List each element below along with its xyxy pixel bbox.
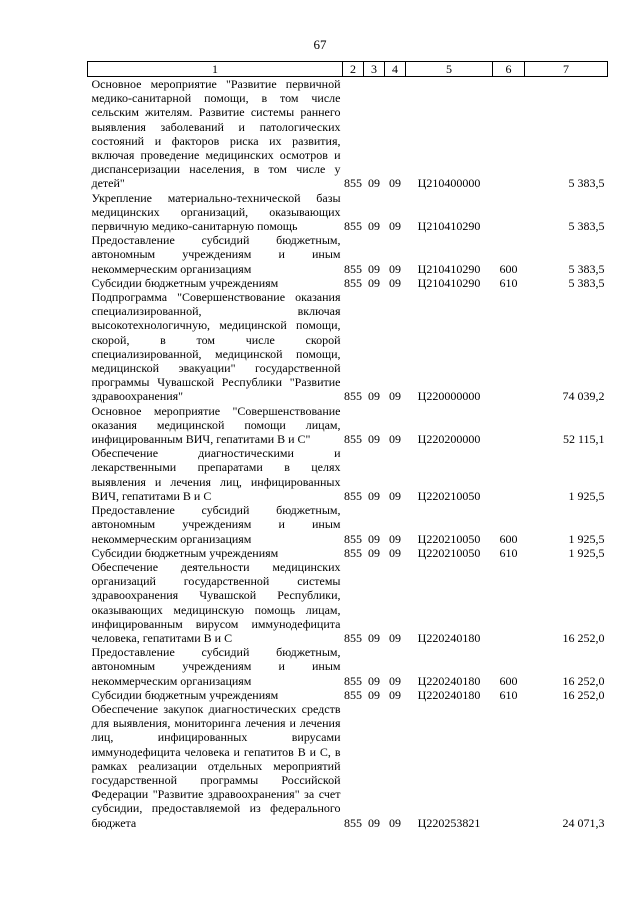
row-name: Обеспечение деятельности медицинских организаций государственной системы здравоохранения Чувашской Республики, оказывающих медицинскую помощь лицам, инфицированным вирусом иммунодефицита человека, гепатитами В и С xyxy=(91,559,341,645)
row-subsection-code: 09 xyxy=(389,545,401,560)
row-name: Обеспечение закупок диагностических средств для выявления, мониторинга лечения и лечения лиц, инфицированных вирусами иммунодефицита человека и гепатитов В и С, в рамках реализации отдельных мероприятий государственной программы Российской Федерации "Развитие здравоохранения" за счет субсидии, предоставляемой из федерального бюджета xyxy=(91,701,341,830)
row-target-article: Ц210410290 xyxy=(417,219,481,234)
table-row xyxy=(88,645,608,688)
row-subsection-code: 09 xyxy=(389,488,401,503)
row-name: Субсидии бюджетным учреждениям xyxy=(91,545,279,560)
row-subsection-code: 09 xyxy=(389,687,401,702)
row-expense-type xyxy=(493,560,525,645)
row-name: Основное мероприятие "Совершенствование оказания медицинской помощи лицам, инфицированным ВИЧ, гепатитами В и С" xyxy=(91,403,341,447)
row-expense-type xyxy=(493,77,525,191)
table-row xyxy=(88,276,608,290)
row-gr-code: 855 xyxy=(344,673,362,688)
row-target-article: Ц210400000 xyxy=(417,176,481,191)
row-section-code: 09 xyxy=(368,687,380,702)
row-expense-type xyxy=(493,290,525,404)
row-expense-type: 600 xyxy=(499,673,518,688)
row-target-article: Ц210410290 xyxy=(417,275,481,290)
row-section-code: 09 xyxy=(368,673,380,688)
row-subsection-code: 09 xyxy=(389,432,401,447)
row-section-code: 09 xyxy=(368,815,380,830)
budget-table xyxy=(87,61,608,830)
column-header: 6 xyxy=(493,62,525,77)
row-name: Обеспечение диагностическими и лекарственными препаратами в целях выявления и лечения лиц, инфицированных ВИЧ, гепатитами В и С xyxy=(91,446,341,503)
row-amount: 5 383,5 xyxy=(568,261,605,276)
row-target-article: Ц220210050 xyxy=(417,545,481,560)
row-gr-code: 855 xyxy=(344,488,362,503)
row-subsection-code: 09 xyxy=(389,219,401,234)
table-row xyxy=(88,446,608,503)
row-section-code: 09 xyxy=(368,531,380,546)
row-gr-code: 855 xyxy=(344,815,362,830)
row-subsection-code: 09 xyxy=(389,176,401,191)
row-section-code: 09 xyxy=(368,630,380,645)
row-amount: 24 071,3 xyxy=(562,815,605,830)
table-row xyxy=(88,688,608,702)
row-amount: 16 252,0 xyxy=(562,630,605,645)
table-row xyxy=(88,702,608,830)
table-row xyxy=(88,290,608,404)
row-gr-code: 855 xyxy=(344,630,362,645)
table-row xyxy=(88,503,608,546)
row-target-article: Ц220200000 xyxy=(417,432,481,447)
row-amount: 5 383,5 xyxy=(568,219,605,234)
table-row xyxy=(88,546,608,560)
table-row xyxy=(88,191,608,234)
row-name: Субсидии бюджетным учреждениям xyxy=(91,275,279,290)
column-header: 1 xyxy=(88,62,343,77)
row-expense-type: 610 xyxy=(499,545,518,560)
row-expense-type: 610 xyxy=(499,275,518,290)
row-target-article: Ц220240180 xyxy=(417,687,481,702)
row-gr-code: 855 xyxy=(344,275,362,290)
row-amount: 1 925,5 xyxy=(568,545,605,560)
row-expense-type xyxy=(493,446,525,503)
row-name: Укрепление материально-технической базы медицинских организаций, оказывающих первичную медико-санитарную помощь xyxy=(91,190,341,234)
row-name: Предоставление субсидий бюджетным, автономным учреждениям и иным некоммерческим организациям xyxy=(91,503,341,546)
row-amount: 5 383,5 xyxy=(568,275,605,290)
row-target-article: Ц220210050 xyxy=(417,531,481,546)
row-section-code: 09 xyxy=(368,275,380,290)
row-gr-code: 855 xyxy=(344,531,362,546)
table-row xyxy=(88,233,608,276)
row-subsection-code: 09 xyxy=(389,630,401,645)
row-expense-type: 610 xyxy=(499,687,518,702)
row-gr-code: 855 xyxy=(344,545,362,560)
row-subsection-code: 09 xyxy=(389,389,401,404)
row-target-article: Ц220000000 xyxy=(417,389,481,404)
row-amount: 52 115,1 xyxy=(562,432,605,447)
column-header: 3 xyxy=(364,62,385,77)
row-section-code: 09 xyxy=(368,389,380,404)
row-subsection-code: 09 xyxy=(389,673,401,688)
row-section-code: 09 xyxy=(368,488,380,503)
row-gr-code: 855 xyxy=(344,432,362,447)
row-name: Субсидии бюджетным учреждениям xyxy=(91,687,279,702)
row-target-article: Ц220253821 xyxy=(417,815,481,830)
row-name: Предоставление субсидий бюджетным, автономным учреждениям и иным некоммерческим организациям xyxy=(91,645,341,688)
row-expense-type xyxy=(493,191,525,234)
row-expense-type: 600 xyxy=(499,261,518,276)
table-body xyxy=(88,77,608,830)
row-gr-code: 855 xyxy=(344,261,362,276)
column-header: 7 xyxy=(525,62,608,77)
row-subsection-code: 09 xyxy=(389,531,401,546)
table-row xyxy=(88,404,608,447)
row-gr-code: 855 xyxy=(344,176,362,191)
row-target-article: Ц220240180 xyxy=(417,630,481,645)
row-section-code: 09 xyxy=(368,432,380,447)
row-amount: 16 252,0 xyxy=(562,687,605,702)
row-target-article: Ц220210050 xyxy=(417,488,481,503)
table-row xyxy=(88,77,608,191)
row-name: Предоставление субсидий бюджетным, автономным учреждениям и иным некоммерческим организациям xyxy=(91,233,341,276)
row-amount: 5 383,5 xyxy=(568,176,605,191)
column-header: 4 xyxy=(385,62,406,77)
row-gr-code: 855 xyxy=(344,389,362,404)
row-amount: 16 252,0 xyxy=(562,673,605,688)
row-target-article: Ц220240180 xyxy=(417,673,481,688)
row-name: Основное мероприятие "Развитие первичной медико-санитарной помощи, в том числе сельским жителям. Развитие системы раннего выявления заболеваний и патологических состояний и факторов риска их развития, включая проведение медицинских осмотров и диспансеризации населения, в том числе у детей" xyxy=(91,77,341,191)
column-header-row xyxy=(88,62,608,77)
row-name: Подпрограмма "Совершенствование оказания специализированной, включая высокотехнологичную, медицинской помощи, скорой, в том числе скорой специализированной, медицинской помощи, медицинской эвакуации" государственной программы Чувашской Республики "Развитие здравоохранения" xyxy=(91,290,341,404)
column-header: 2 xyxy=(343,62,364,77)
row-amount: 1 925,5 xyxy=(568,488,605,503)
row-gr-code: 855 xyxy=(344,687,362,702)
row-gr-code: 855 xyxy=(344,219,362,234)
row-expense-type xyxy=(493,404,525,447)
row-section-code: 09 xyxy=(368,219,380,234)
table-row xyxy=(88,560,608,645)
row-section-code: 09 xyxy=(368,176,380,191)
row-section-code: 09 xyxy=(368,545,380,560)
row-section-code: 09 xyxy=(368,261,380,276)
row-subsection-code: 09 xyxy=(389,275,401,290)
row-amount: 1 925,5 xyxy=(568,531,605,546)
row-expense-type: 600 xyxy=(499,531,518,546)
row-expense-type xyxy=(493,702,525,830)
row-subsection-code: 09 xyxy=(389,815,401,830)
column-header: 5 xyxy=(406,62,493,77)
row-target-article: Ц210410290 xyxy=(417,261,481,276)
row-amount: 74 039,2 xyxy=(562,389,605,404)
page-number: 67 xyxy=(313,37,327,52)
row-subsection-code: 09 xyxy=(389,261,401,276)
